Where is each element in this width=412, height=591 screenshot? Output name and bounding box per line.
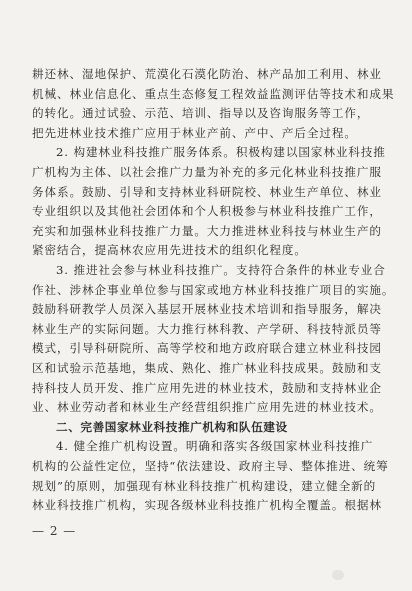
body-line: 模式，引导科研院所、高等学校和地方政府联合建立林业科技园	[32, 341, 382, 356]
body-line: 机构的公益性定位，坚持“依法建设、政府主导、整体推进、统筹	[32, 459, 389, 473]
section-heading: 二、完善国家林业科技推广机构和队伍建设	[56, 419, 288, 434]
body-line: 作社、涉林企事业单位参与国家或地方林业科技推广项目的实施。	[32, 282, 395, 297]
body-line: 机械、林业信息化、重点生态修复工程效益监测评估等技术和成果	[32, 86, 395, 101]
body-line: 充实和加强林业科技推广力量。大力推进林业科技与林业生产的	[32, 223, 382, 238]
page-number: — 2 —	[32, 523, 77, 538]
body-line: 业、林业劳动者和林业生产经营组织推广应用先进的林业技术。	[32, 400, 382, 415]
body-line: 鼓励科研教学人员深入基层开展林业技术培训和指导服务，解决	[32, 302, 382, 317]
paragraph-4-start: 4. 健全推广机构设置。明确和落实各级国家林业科技推广	[56, 439, 374, 454]
body-line: 规划”的原则，加强现有林业科技推广机构建设，建立健全新的	[32, 478, 377, 493]
body-line: 务体系。鼓励、引导和支持林业科研院校、林业生产单位、林业	[32, 184, 382, 199]
body-line: 专业组织以及其他社会团体和个人积极参与林业科技推广工作，	[32, 204, 382, 219]
body-line: 耕还林、湿地保护、荒漠化石漠化防治、林产品加工利用、林业	[32, 67, 382, 81]
body-line: 紧密结合，提高林农应用先进技术的组织化程度。	[32, 243, 307, 258]
body-line: 把先进林业技术推广应用于林业产前、产中、产后全过程。	[32, 125, 357, 140]
body-line: 持科技人员开发、推广应用先进的林业技术，鼓励和支持林业企	[32, 380, 382, 395]
body-line: 林业科技推广机构，实现各级林业科技推广机构全覆盖。根据林	[32, 498, 382, 513]
paper-mark	[332, 570, 344, 580]
paragraph-2-start: 2. 构建林业科技推广服务体系。积极构建以国家林业科技推	[56, 145, 386, 160]
body-line: 广机构为主体、以社会推广力量为补充的多元化林业科技推广服	[32, 165, 382, 179]
body-line: 区和试验示范基地，集成、熟化、推广林业科技成果。鼓励和支	[32, 361, 382, 375]
body-line: 的转化。通过试验、示范、培训、指导以及咨询服务等工作，	[32, 106, 370, 121]
paragraph-3-start: 3. 推进社会参与林业科技推广。支持符合条件的林业专业合	[56, 263, 386, 277]
body-line: 林业生产的实际问题。大力推行林科教、产学研、科技特派员等	[32, 321, 382, 336]
